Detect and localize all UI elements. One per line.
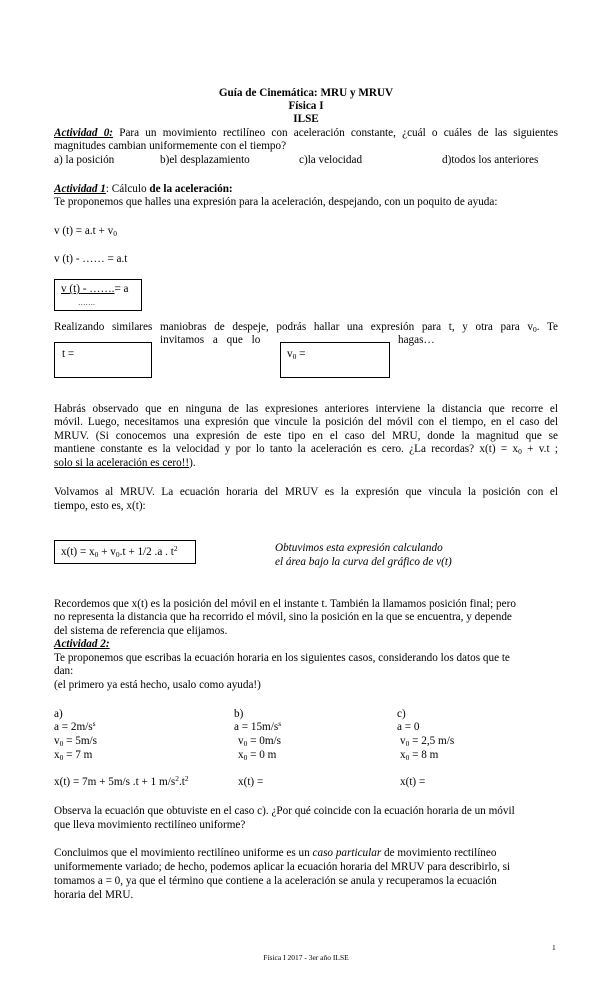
para6-l1i: caso particular <box>312 847 382 859</box>
act2-line3: (el primero ya está hecho, usalo como ayuda!) <box>54 679 261 691</box>
act1-para-line2b: hagas… <box>398 334 435 346</box>
act1-para-line2a: invitamos a que lo <box>160 334 261 346</box>
case-c-x0: $x_0 = 8$ m <box>400 749 439 762</box>
page-number: 1 <box>552 943 556 952</box>
case-a-answer-main: x(t) = 7m + 5m/s .t + 1 m/s <box>54 776 176 788</box>
act0-option-a: a) la posición <box>54 154 115 166</box>
act0-question-l1: Para un movimiento rectilíneo con aceleración constante, ¿cuál o cuáles de las siguientes <box>113 127 558 139</box>
para6-l1a: Concluimos que el movimiento rectilíneo uniforme es un <box>54 847 313 859</box>
case-c-x0-sub: 0 <box>405 753 410 762</box>
para6-line2: uniformemente variado; de hecho, podemos aplicar la ecuación horaria del MRUV para describirlo, si <box>54 861 511 873</box>
act0-option-b: b)el desplazamiento <box>160 154 250 166</box>
para6-line1 <box>54 847 496 861</box>
footer-text: Física I 2017 - 3er año ILSE <box>263 953 349 962</box>
case-b-accel-text: a = 15m/s <box>234 721 279 733</box>
case-a-v0-text: = 5m/s <box>63 735 98 747</box>
para2-line2: móvil. Luego, necesitamos una expresión que vincule la posición del móvil con el tiempo, en el caso del <box>54 416 558 428</box>
case-a-x0-sub: 0 <box>59 753 64 762</box>
case-b-x0-sub: 0 <box>243 753 248 762</box>
subject-title: Física I <box>288 100 324 112</box>
act1-eq1-main: v (t) = a.t + v <box>54 225 114 237</box>
act1-fraction-denominator: ……. <box>78 298 95 307</box>
act0-label: Actividad 0 <box>54 127 110 139</box>
case-b-accel-sup: s <box>278 719 282 728</box>
para3-line1: Volvamos al MRUV. La ecuación horaria del MRUV es la expresión que vincula la posición con el <box>54 486 558 498</box>
case-c-v0: $v_0 = 2,5$ m/s <box>400 735 455 748</box>
eq-sup: 2 <box>173 544 178 553</box>
note-line1: Obtuvimos esta expresión calculando <box>275 542 443 554</box>
eq-c: .t + 1/2 .a . t <box>119 546 174 558</box>
eq-sub2: 0 <box>115 550 120 559</box>
note-line2: el área bajo la curva del gráfico de v(t) <box>275 556 452 568</box>
act0-question-line1 <box>54 127 558 141</box>
case-c-answer[interactable]: x(t) = <box>400 776 426 788</box>
eq-a: x(t) = x <box>61 546 95 558</box>
v0-label-sub: 0 <box>292 352 297 361</box>
act0-question-line2: magnitudes cambian uniformemente con el tiempo? <box>54 140 287 152</box>
case-c-v0-sub: 0 <box>405 739 410 748</box>
para4-line3: del sistema de referencia que elijamos. <box>54 625 228 637</box>
para4-line2: no representa la distancia que ha recorrido el móvil, sino la posición en la que se encuentra, y depende <box>54 611 512 623</box>
case-b-v0: $v_0 = 0m/s$ <box>238 735 282 748</box>
act1-para-l1-sub: 0 <box>532 325 537 334</box>
case-c-x0-text: = 8 m <box>409 749 439 761</box>
act1-eq1-sub: 0 <box>113 229 117 238</box>
para6-l1b: de movimiento rectilíneo <box>381 847 497 859</box>
act1-eq2: v (t) - …… = a.t <box>54 253 128 265</box>
act1-box-eq: = a <box>114 283 129 295</box>
case-b-x0: $x_0 = 0$ m <box>238 749 277 762</box>
act1-title-plain: : Cálculo <box>105 183 150 195</box>
para6-line3: tomamos a = 0, ya que el término que contiene a la aceleración se anula y recuperamos la ecuación <box>54 875 497 887</box>
para3-line2: tiempo, esto es, x(t): <box>54 500 146 512</box>
para2-l5: solo si la aceleración es cero!! <box>54 457 190 469</box>
para5-line1: Observa la ecuación que obtuviste en el caso c). ¿Por qué coincide con la ecuación horaria de un móvil <box>54 805 515 817</box>
act1-para-l1b: . Te <box>536 321 558 333</box>
case-b-x0-text: = 0 m <box>247 749 277 761</box>
para2-line3: MRUV. (Si conocemos una expresión de este tipo en el caso del MRU, donde la magnitud que se <box>54 430 558 442</box>
case-a-v0: $v_0 = 5m/s$ <box>54 735 98 748</box>
act2-line1: Te proponemos que escribas la ecuación horaria en los siguientes casos, considerando los datos que te <box>54 652 510 664</box>
case-a-x0-text: = 7 m <box>63 749 93 761</box>
case-a-answer-sup2: 2 <box>184 774 189 783</box>
act1-fraction-numerator <box>61 283 129 297</box>
eq-sub1: 0 <box>94 550 99 559</box>
equation-text <box>61 546 178 560</box>
case-a-label: a) <box>54 708 63 720</box>
para2-line1: Habrás observado que en ninguna de las expresiones anteriores interviene la distancia que recorre el <box>54 403 558 415</box>
case-a-answer-sup1: 2 <box>175 774 179 783</box>
act1-heading <box>54 183 233 197</box>
act1-intro: Te proponemos que halles una expresión para la aceleración, despejando, con un poquito de ayuda: <box>54 196 498 208</box>
act2-label: Actividad 2: <box>54 638 110 650</box>
act0-option-c: c)la velocidad <box>299 154 363 166</box>
para2-l5-end: ). <box>189 457 196 469</box>
school-title: ILSE <box>293 113 319 125</box>
case-a-accel-text: a = 2m/s <box>54 721 93 733</box>
para4-line1: Recordemos que x(t) es la posición del móvil en el instante t. También la llamamos posición final; pero <box>54 598 516 610</box>
case-a-x0: $x_0 = 7$ m <box>54 749 93 762</box>
case-b-label: b) <box>234 708 244 720</box>
t-answer-label: t = <box>62 348 75 360</box>
act1-eq1 <box>54 225 117 239</box>
case-b-answer[interactable]: x(t) = <box>238 776 264 788</box>
case-c-accel <box>397 721 419 735</box>
act1-label: Actividad 1 <box>54 183 106 195</box>
case-a-accel <box>54 721 96 735</box>
para2-line5 <box>54 457 196 471</box>
para2-l4: mantiene constante es la velocidad y por lo tanto la aceleración es cero. ¿La recordas? x(t) = x <box>54 443 519 455</box>
v0-label-eq: = <box>296 348 306 360</box>
act1-box-num: v (t) - ……. <box>61 283 115 295</box>
para2-l4-sub: 0 <box>518 447 522 456</box>
case-a-v0-sub: 0 <box>59 739 64 748</box>
case-a-accel-sup: s <box>92 719 96 728</box>
case-c-accel-text: a = 0 <box>397 721 420 733</box>
case-b-accel <box>234 721 281 735</box>
act1-title-bold: de la aceleración: <box>149 183 233 195</box>
eq-b: + v <box>98 546 116 558</box>
case-a-answer <box>54 776 189 790</box>
case-b-v0-text: = 0m/s <box>247 735 282 747</box>
v0-answer-label <box>287 348 305 362</box>
act0-sep: : <box>109 127 114 139</box>
para2-line4 <box>54 443 558 457</box>
para5-line2: que lleva movimiento rectilíneo uniforme? <box>54 819 246 831</box>
act2-line2: dan: <box>54 665 74 677</box>
act1-para-line1 <box>54 321 558 335</box>
page-title: Guía de Cinemática: MRU y MRUV <box>218 87 394 99</box>
case-a-answer-mid: .t <box>178 776 185 788</box>
case-c-v0-text: = 2,5 m/s <box>409 735 455 747</box>
para2-l4-end: + v.t ; <box>521 443 558 455</box>
case-c-label: c) <box>397 708 406 720</box>
v0-label-v: v <box>287 348 293 360</box>
case-b-v0-sub: 0 <box>243 739 248 748</box>
para6-line4: horaria del MRU. <box>54 889 134 901</box>
act1-para-l1a: Realizando similares maniobras de despeje, podrás hallar una expresión para t, y otra para v <box>54 321 533 333</box>
act0-option-d: d)todos los anteriores <box>442 154 539 166</box>
